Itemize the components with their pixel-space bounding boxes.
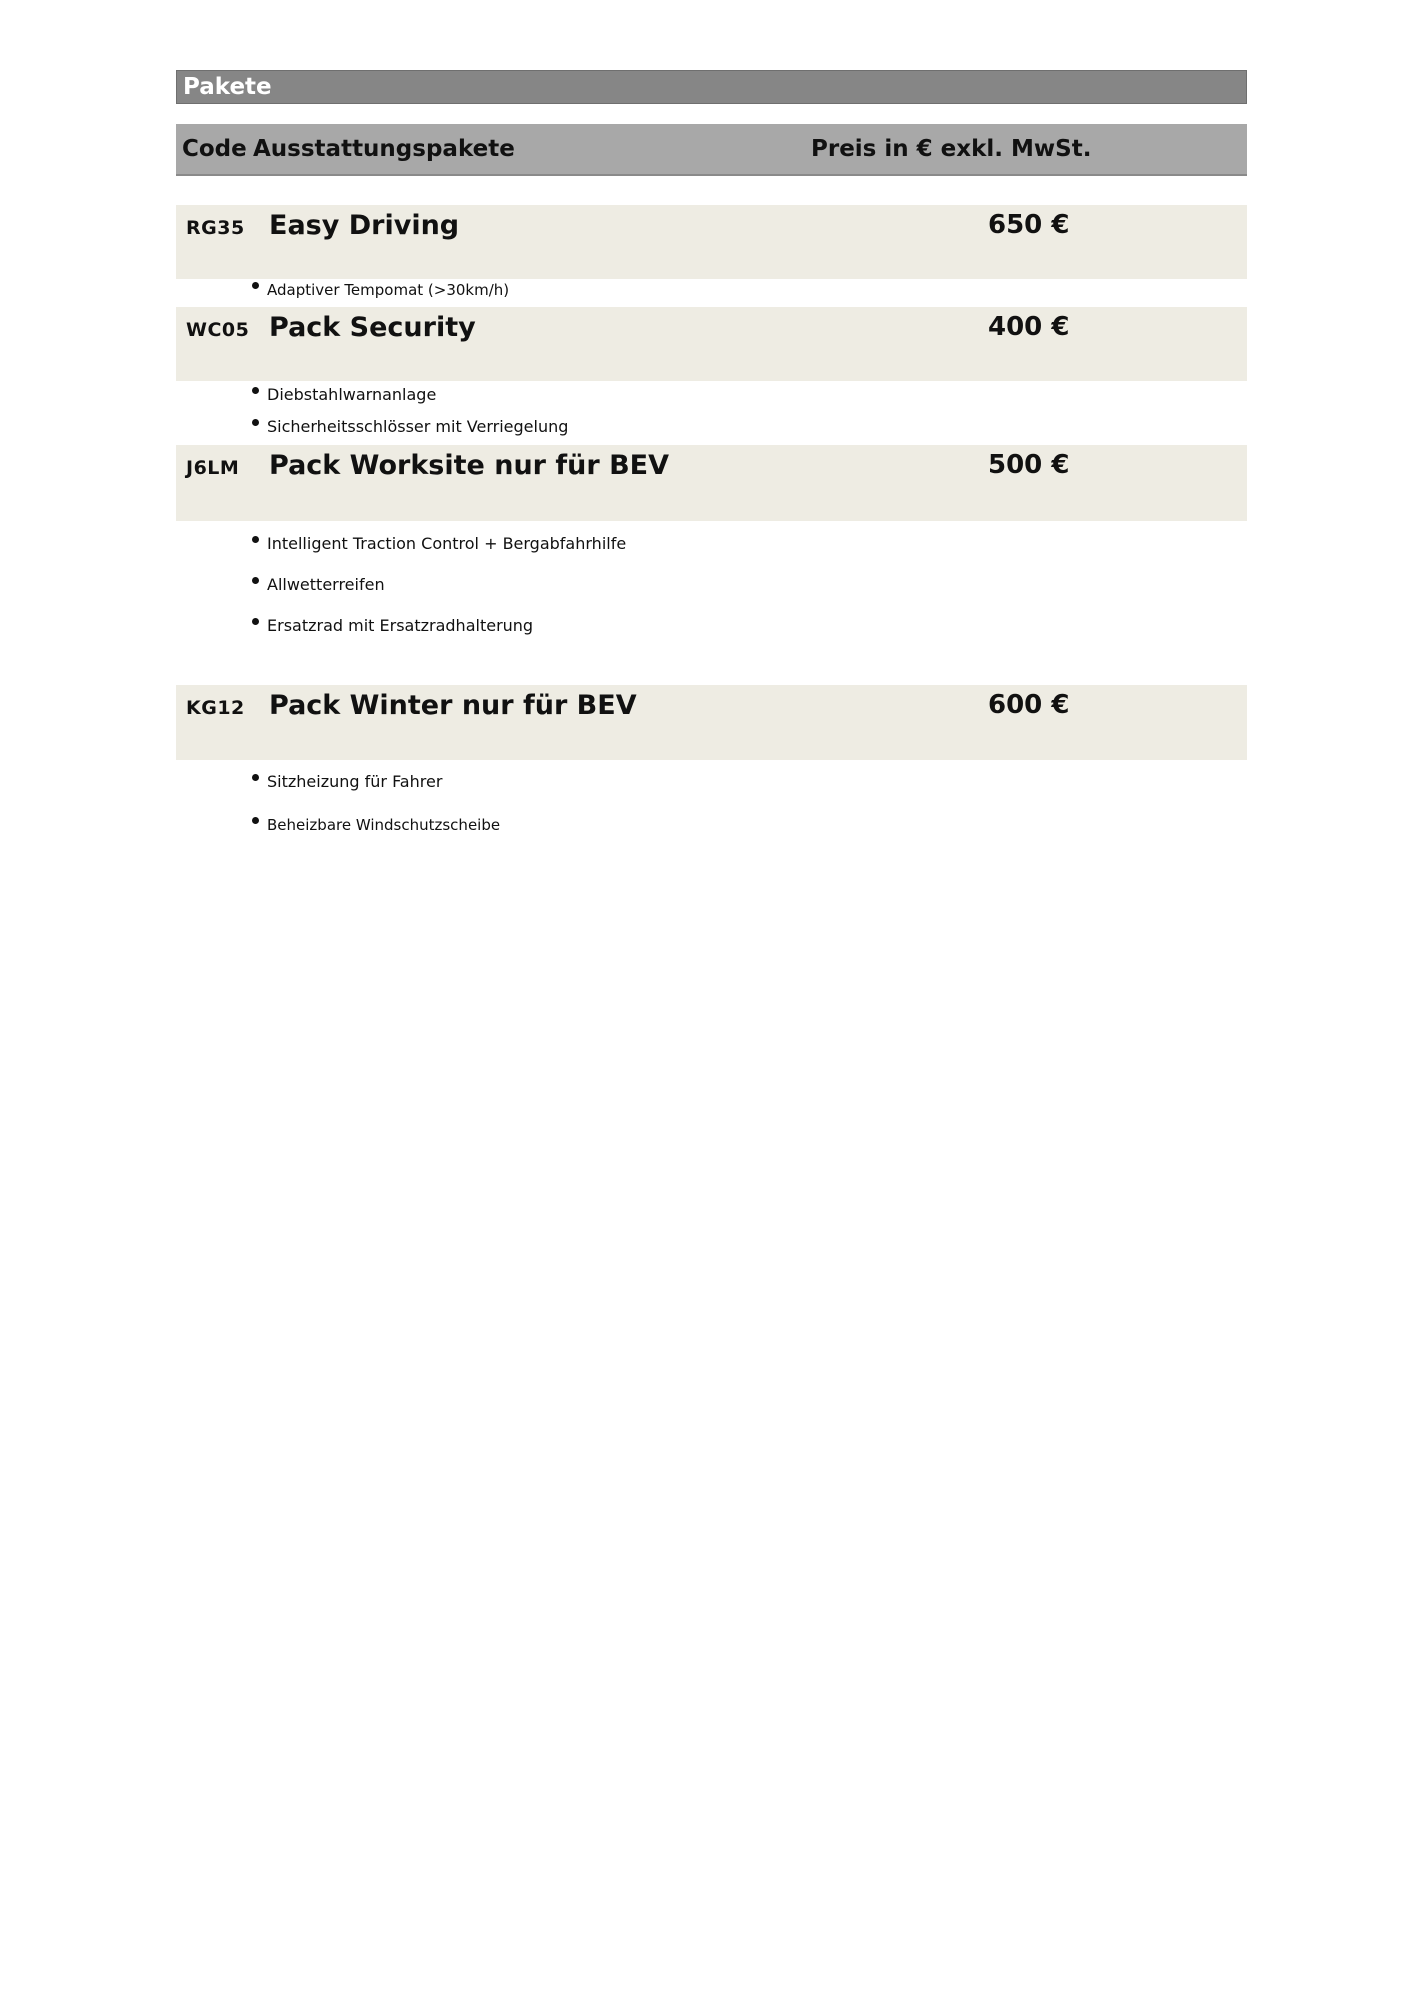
- bullet-icon: [252, 774, 259, 781]
- feature-label: Adaptiver Tempomat (>30km/h): [267, 281, 510, 299]
- feature-item: [252, 534, 626, 554]
- feature-item: [252, 417, 568, 437]
- feature-item: [252, 772, 442, 792]
- bullet-icon: [252, 282, 259, 289]
- feature-item: [252, 575, 385, 595]
- section-title: Pakete: [183, 74, 272, 100]
- feature-item: [252, 616, 533, 636]
- package-name: Easy Driving: [269, 210, 460, 241]
- bullet-icon: [252, 536, 259, 543]
- bullet-icon: [252, 817, 259, 824]
- feature-item: [252, 815, 500, 835]
- package-row-kg12: [176, 685, 1247, 760]
- feature-label: Sitzheizung für Fahrer: [267, 772, 443, 791]
- package-row-wc05: [176, 307, 1247, 381]
- package-code: J6LM: [186, 457, 240, 479]
- package-code: WC05: [186, 319, 250, 341]
- package-price: 650 €: [988, 210, 1070, 240]
- feature-label: Ersatzrad mit Ersatzradhalterung: [267, 616, 534, 635]
- feature-label: Intelligent Traction Control + Bergabfahrhilfe: [267, 534, 627, 553]
- feature-item: [252, 385, 436, 405]
- header-price: Preis in € exkl. MwSt.: [811, 136, 1092, 162]
- package-name: Pack Winter nur für BEV: [269, 690, 637, 721]
- feature-item: [252, 280, 509, 300]
- package-row-rg35: [176, 205, 1247, 279]
- table-header: [176, 124, 1247, 176]
- feature-label: Beheizbare Windschutzscheibe: [267, 816, 501, 834]
- package-code: RG35: [186, 217, 245, 239]
- package-price: 400 €: [988, 312, 1070, 342]
- feature-label: Sicherheitsschlösser mit Verriegelung: [267, 417, 569, 436]
- bullet-icon: [252, 419, 259, 426]
- bullet-icon: [252, 618, 259, 625]
- package-name: Pack Security: [269, 312, 476, 343]
- package-code: KG12: [186, 697, 245, 719]
- bullet-icon: [252, 387, 259, 394]
- package-price: 600 €: [988, 690, 1070, 720]
- feature-label: Diebstahlwarnanlage: [267, 385, 437, 404]
- section-title-bar: [176, 70, 1247, 104]
- bullet-icon: [252, 577, 259, 584]
- package-name: Pack Worksite nur für BEV: [269, 450, 669, 481]
- header-code: Code: [182, 136, 247, 162]
- package-row-j6lm: [176, 445, 1247, 521]
- feature-label: Allwetterreifen: [267, 575, 385, 594]
- header-package: Ausstattungspakete: [253, 136, 515, 162]
- package-price: 500 €: [988, 450, 1070, 480]
